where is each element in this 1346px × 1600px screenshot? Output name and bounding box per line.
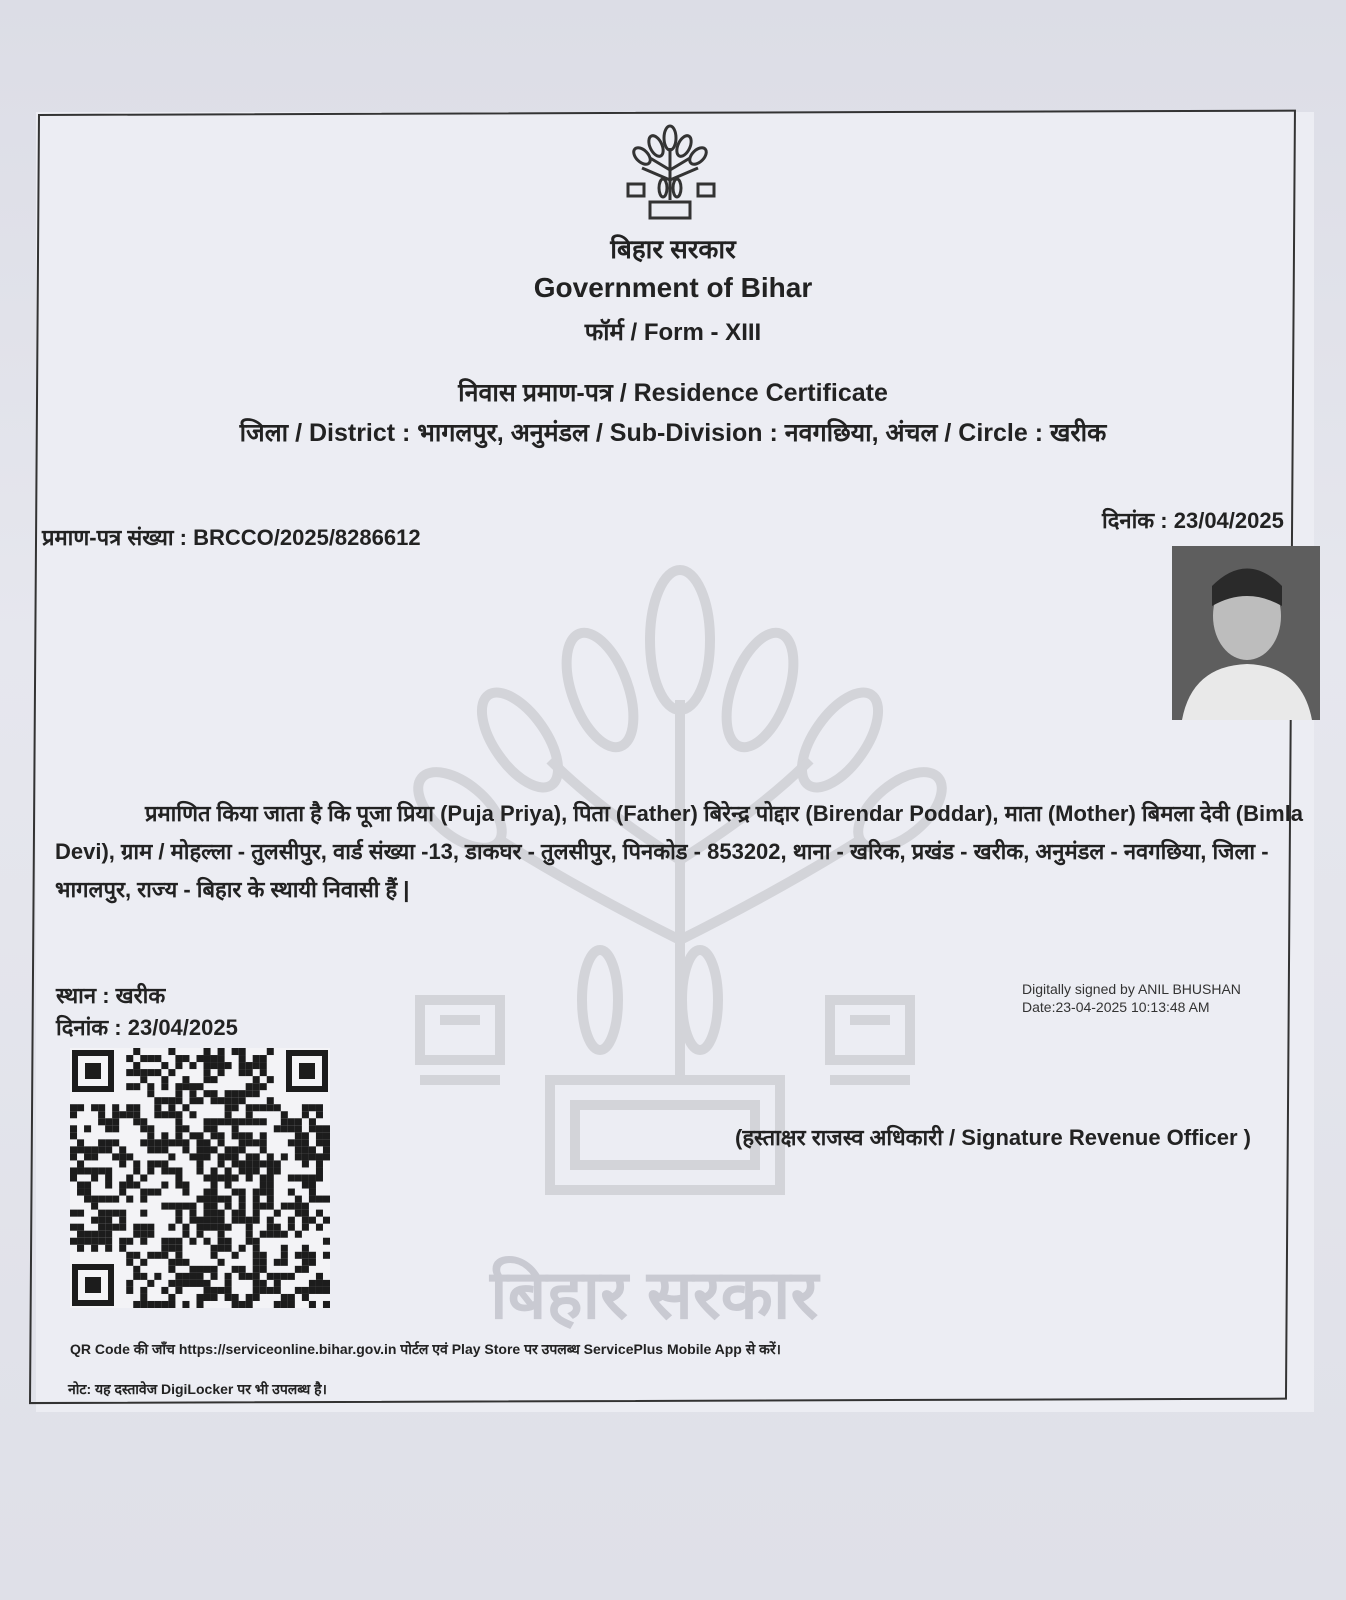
footer-note-qr: QR Code की जाँच https://serviceonline.bihar.gov.in पोर्टल एवं Play Store पर उपलब्ध ServicePlus Mobile App से करें। — [70, 1341, 781, 1357]
certificate-number: प्रमाण-पत्र संख्या : BRCCO/2025/8286612 — [42, 525, 421, 550]
bihar-bodhi-tree-emblem-icon — [620, 120, 720, 230]
district-line: जिला / District : भागलपुर, अनुमंडल / Sub-Division : नवगछिया, अंचल / Circle : खरीक — [239, 419, 1107, 447]
digital-signature — [1022, 980, 1241, 1016]
place: स्थान : खरीक — [56, 983, 166, 1008]
footer-note-digilocker: नोट: यह दस्तावेज DigiLocker पर भी उपलब्ध है। — [68, 1381, 327, 1397]
signature-label: (हस्ताक्षर राजस्व अधिकारी / Signature Revenue Officer ) — [735, 1125, 1252, 1150]
digital-signature-date: Date:23-04-2025 10:13:48 AM — [1022, 999, 1210, 1015]
certificate-title: निवास प्रमाण-पत्र / Residence Certificate — [458, 379, 888, 407]
issue-date: दिनांक : 23/04/2025 — [1102, 508, 1284, 533]
form-number: फॉर्म / Form - XIII — [584, 319, 762, 346]
bihar-emblem-watermark-icon — [400, 560, 960, 1340]
qr-code-icon[interactable] — [70, 1048, 330, 1308]
place-date: दिनांक : 23/04/2025 — [56, 1015, 238, 1040]
header-title-hindi: बिहार सरकार — [610, 234, 736, 264]
applicant-photo-icon — [1172, 546, 1320, 720]
certificate-body-text: प्रमाणित किया जाता है कि पूजा प्रिया (Puja Priya), पिता (Father) बिरेन्द्र पोद्दार (Birendar Poddar), माता (Mother) बिमला देवी (Bimla Devi), ग्राम / मोहल्ला - तुलसीपुर, वार्ड संख्या -13, डाकघर - तुलसीपुर, पिनकोड - 853202, थाना - खरिक, प्रखंड - खरीक, अनुमंडल - नवगछिया, जिला - भागलपुर, राज्य - बिहार के स्थायी निवासी हैं | — [55, 801, 1304, 902]
digital-signature-name: Digitally signed by ANIL BHUSHAN — [1022, 981, 1241, 997]
header-title-english: Government of Bihar — [533, 272, 813, 303]
watermark-text: बिहार सरकार — [490, 1257, 819, 1333]
